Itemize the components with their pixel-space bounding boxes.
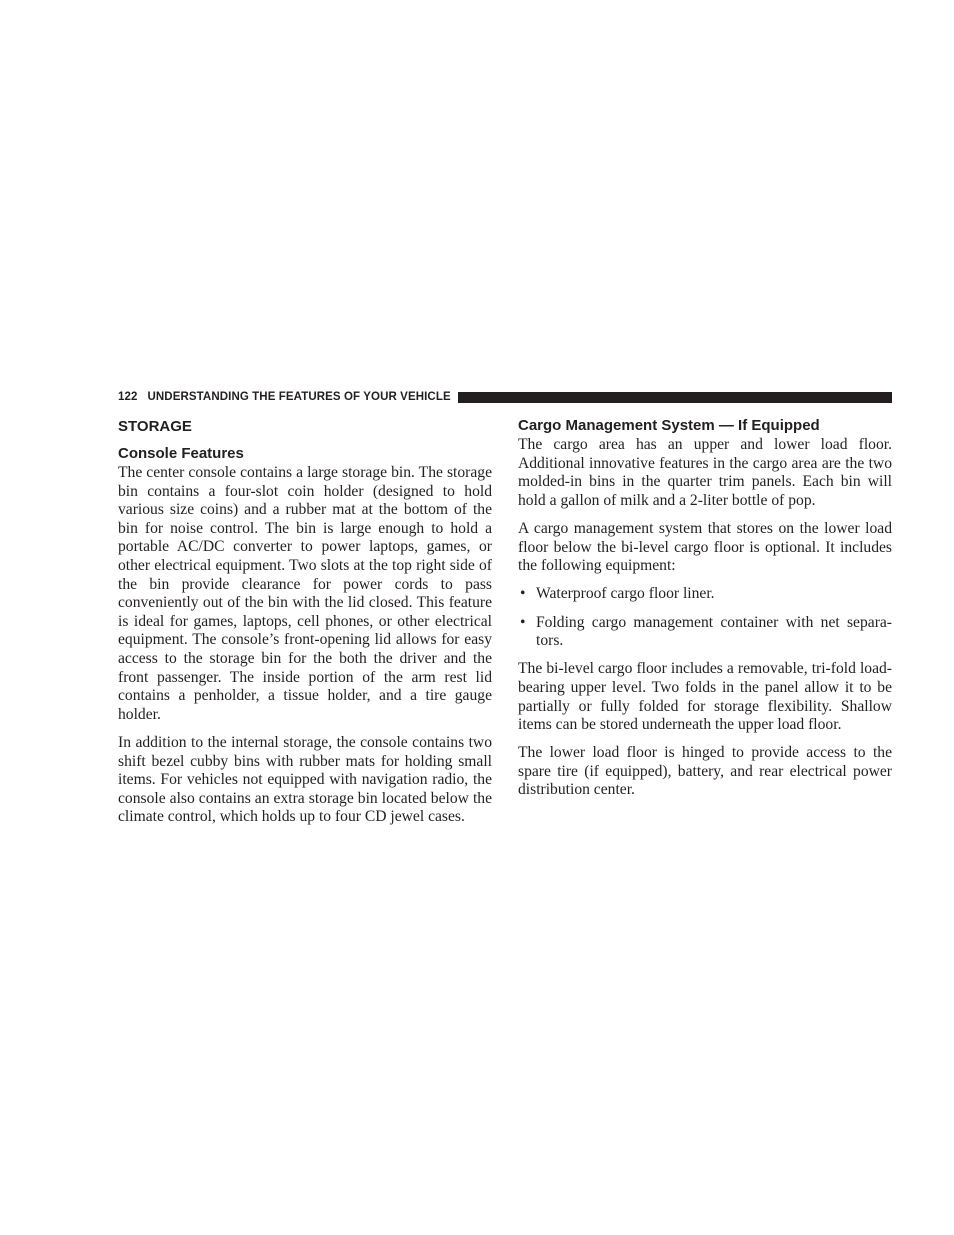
subsection-title-cargo-management: Cargo Management System — If Equipped bbox=[518, 417, 820, 434]
list-item-text: Waterproof cargo floor liner. bbox=[536, 585, 715, 603]
paragraph: In addition to the internal storage, the console contains two shift bezel cubby bins with rubber mats for holding small items. For vehicles not equipped with navigation radio, the console also contains an extra storage bin located below the climate control, which holds up to four CD jewel cases. bbox=[118, 733, 492, 826]
paragraph: The center console contains a large storage bin. The storage bin contains a four-slot coin holder (designed to hold various size coins) and a rubber mat at the bottom of the bin for noise control. The bin is large enough to hold a portable AC/DC converter to power laptops, games, or other electrical equipment. Two slots at the top right side of the bin provide clearance for power cords to pass conveniently out of the bin with the lid closed. This feature is ideal for games, laptops, cell phones, or other electrical equipment. The console’s front-opening lid allows for easy access to the storage bin for the both the driver and the front passenger. The inside portion of the arm rest lid contains a penholder, a tissue holder, and a tire gauge holder. bbox=[118, 464, 492, 723]
equipment-list bbox=[518, 585, 892, 650]
list-item-text: Folding cargo management container with net separa-tors. bbox=[536, 613, 892, 650]
left-column bbox=[118, 416, 492, 836]
bullet-icon: • bbox=[520, 613, 526, 631]
header-rule bbox=[458, 392, 892, 403]
bullet-icon: • bbox=[520, 585, 526, 603]
list-item bbox=[518, 614, 892, 651]
right-column bbox=[518, 416, 892, 810]
paragraph: A cargo management system that stores on the lower load floor below the bi-level cargo floor is optional. It includes the following equipment: bbox=[518, 519, 892, 575]
subsection-title-console-features: Console Features bbox=[118, 445, 244, 462]
paragraph: The bi-level cargo floor includes a removable, tri-fold load-bearing upper level. Two folds in the panel allow it to be partially or fully folded for storage flexibility. Shallow items can be stored underneath the upper load floor. bbox=[518, 660, 892, 734]
page-header bbox=[118, 389, 892, 405]
section-title: STORAGE bbox=[118, 418, 192, 435]
paragraph: The cargo area has an upper and lower load floor. Additional innovative features in the cargo area are the two molded-in bins in the quarter trim panels. Each bin will hold a gallon of milk and a 2-liter bottle of pop. bbox=[518, 436, 892, 509]
running-title: UNDERSTANDING THE FEATURES OF YOUR VEHICLE bbox=[147, 391, 451, 403]
page-number: 122 bbox=[118, 391, 138, 403]
list-item bbox=[518, 585, 892, 604]
paragraph: The lower load floor is hinged to provide access to the spare tire (if equipped), battery, and rear electrical power distribution center. bbox=[518, 744, 892, 799]
